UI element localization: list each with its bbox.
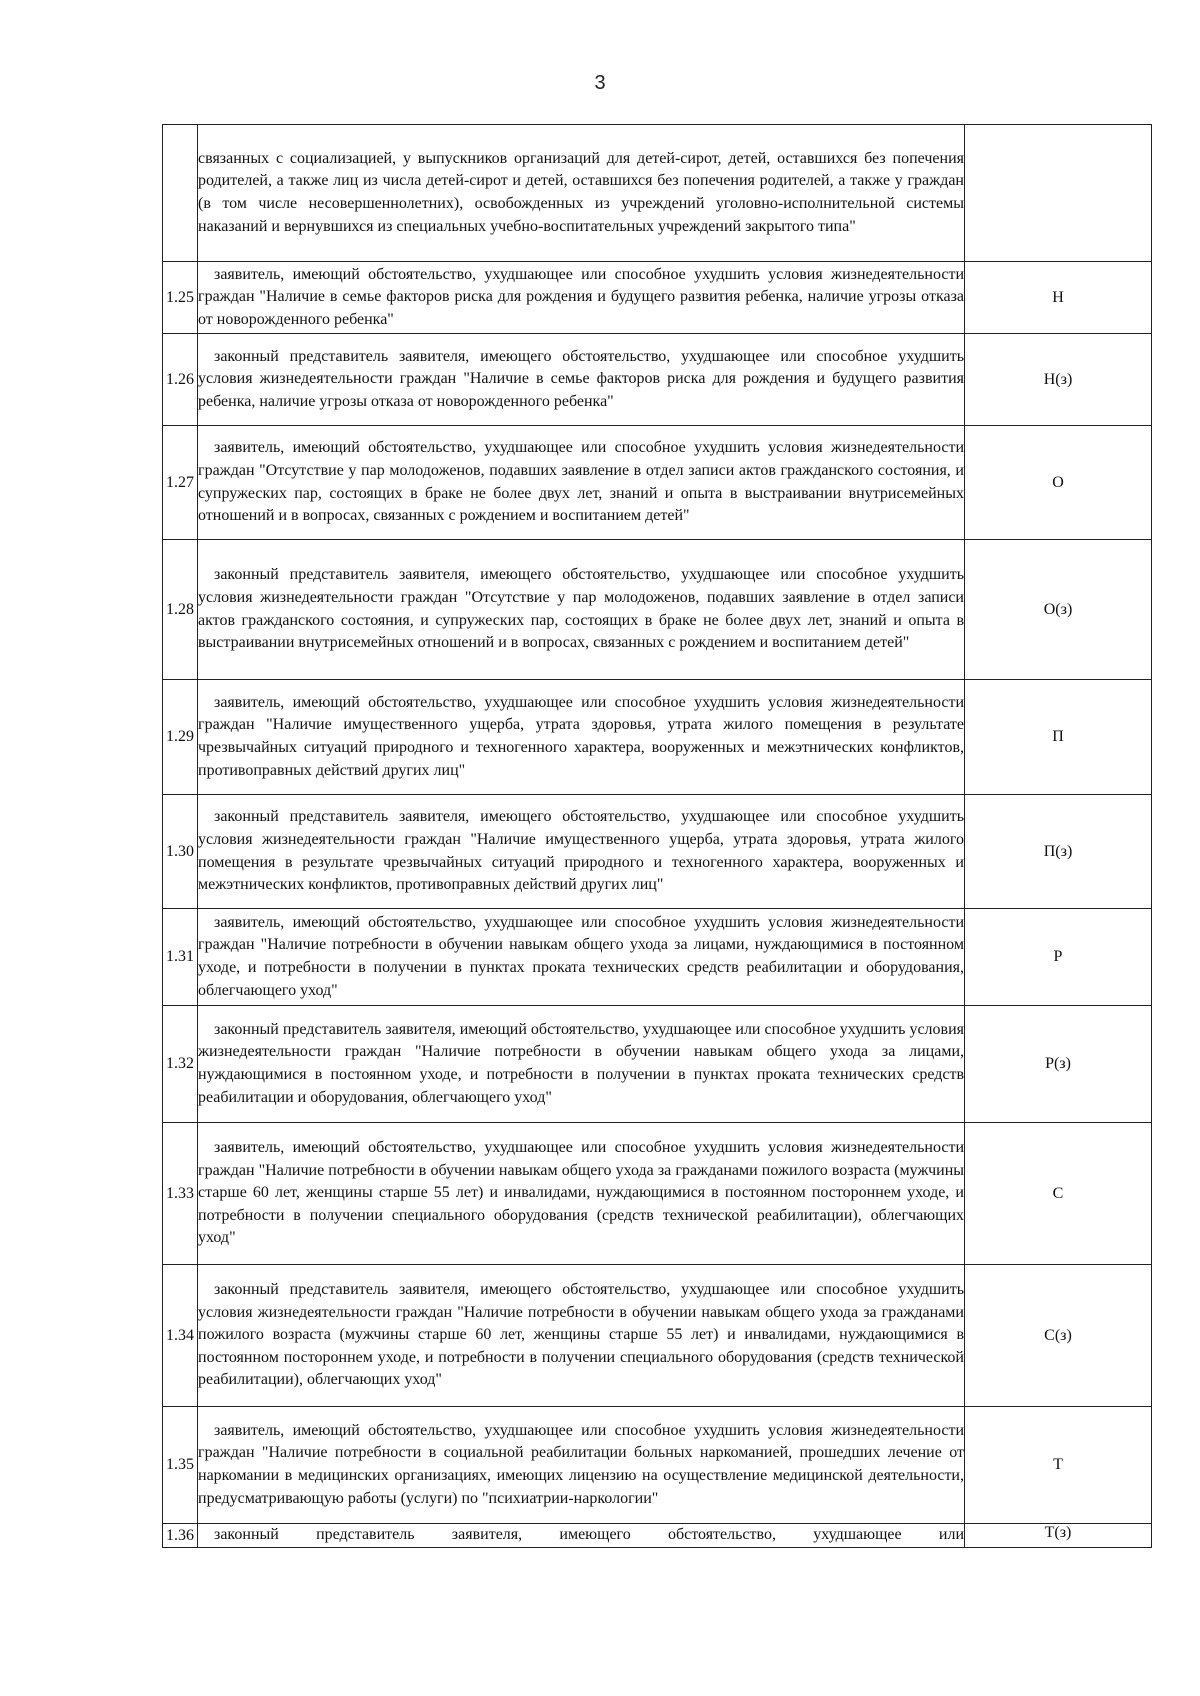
row-number: 1.27 <box>163 426 198 540</box>
row-code <box>965 125 1152 262</box>
row-code: О(з) <box>965 540 1152 680</box>
table-row <box>163 426 1152 540</box>
row-description: законный представитель заявителя, имеющего обстоятельство, ухудшающее или <box>198 1524 965 1548</box>
row-description: законный представитель заявителя, имеющего обстоятельство, ухудшающее или способное ухудшить условия жизнедеятельности граждан "Наличие в семье факторов риска для рождения и будущего развития ребенка, наличие угрозы отказа от новорожденного ребенка" <box>198 334 965 426</box>
row-code: П <box>965 680 1152 795</box>
table-row <box>163 1407 1152 1524</box>
row-code: Т <box>965 1407 1152 1524</box>
row-code: Р(з) <box>965 1006 1152 1123</box>
row-number: 1.30 <box>163 795 198 909</box>
row-code: Т(з) <box>965 1524 1152 1548</box>
table-row <box>163 540 1152 680</box>
table-row <box>163 1265 1152 1407</box>
row-description: законный представитель заявителя, имеющего обстоятельство, ухудшающее или способное ухудшить условия жизнедеятельности граждан "Наличие имущественного ущерба, утрата здоровья, утрата жилого помещения в результате чрезвычайных ситуаций природного и техногенного характера, вооруженных и межэтнических конфликтов, противоправных действий других лиц" <box>198 795 965 909</box>
row-description: заявитель, имеющий обстоятельство, ухудшающее или способное ухудшить условия жизнедеятельности граждан "Отсутствие у пар молодоженов, подавших заявление в отдел записи актов гражданского состояния, и супружеских пар, состоящих в браке не более двух лет, знаний и опыта в выстраивании внутрисемейных отношений и в вопросах, связанных с рождением и воспитанием детей" <box>198 426 965 540</box>
table-row <box>163 680 1152 795</box>
row-description: заявитель, имеющий обстоятельство, ухудшающее или способное ухудшить условия жизнедеятельности граждан "Наличие потребности в социальной реабилитации больных наркоманией, прошедших лечение от наркомании в медицинских организациях, имеющих лицензию на осуществление медицинской деятельности, предусматривающую работы (услуги) по "психиатрии-наркологии" <box>198 1407 965 1524</box>
table-row <box>163 1006 1152 1123</box>
table-row <box>163 334 1152 426</box>
row-number: 1.25 <box>163 262 198 334</box>
row-code: С(з) <box>965 1265 1152 1407</box>
row-code: Р <box>965 909 1152 1006</box>
row-number: 1.26 <box>163 334 198 426</box>
page-number: 3 <box>594 72 606 94</box>
row-description: связанных с социализацией, у выпускников организаций для детей-сирот, детей, оставшихся без попечения родителей, а также лиц из числа детей-сирот и детей, оставшихся без попечения родителей, а также у граждан (в том числе несовершеннолетних), освобожденных из учреждений уголовно-исполнительной системы наказаний и вернувшихся из специальных учебно-воспитательных учреждений закрытого типа" <box>198 125 965 262</box>
row-number: 1.33 <box>163 1123 198 1265</box>
row-code: Н(з) <box>965 334 1152 426</box>
row-description: заявитель, имеющий обстоятельство, ухудшающее или способное ухудшить условия жизнедеятельности граждан "Наличие в семье факторов риска для рождения и будущего развития ребенка, наличие угрозы отказа от новорожденного ребенка" <box>198 262 965 334</box>
row-description: заявитель, имеющий обстоятельство, ухудшающее или способное ухудшить условия жизнедеятельности граждан "Наличие потребности в обучении навыкам общего ухода за гражданами пожилого возраста (мужчины старше 60 лет, женщины старше 55 лет) и инвалидами, нуждающимися в постоянном постороннем уходе, и потребности в получении специального оборудования (средств технической реабилитации), облегчающих уход" <box>198 1123 965 1265</box>
row-code: С <box>965 1123 1152 1265</box>
row-number: 1.32 <box>163 1006 198 1123</box>
row-number <box>163 125 198 262</box>
row-description: заявитель, имеющий обстоятельство, ухудшающее или способное ухудшить условия жизнедеятельности граждан "Наличие потребности в обучении навыкам общего ухода за лицами, нуждающимися в постоянном уходе, и потребности в получении в пунктах проката технических средств реабилитации и оборудования, облегчающего уход" <box>198 909 965 1006</box>
row-description: законный представитель заявителя, имеющий обстоятельство, ухудшающее или способное ухудшить условия жизнедеятельности граждан "Наличие потребности в обучении навыкам общего ухода за лицами, нуждающимися в постоянном уходе, и потребности в получении в пунктах проката технических средств реабилитации и оборудования, облегчающего уход" <box>198 1006 965 1123</box>
row-code: П(з) <box>965 795 1152 909</box>
row-code: О <box>965 426 1152 540</box>
row-number: 1.35 <box>163 1407 198 1524</box>
row-number: 1.29 <box>163 680 198 795</box>
row-number: 1.28 <box>163 540 198 680</box>
table-row <box>163 1524 1152 1548</box>
table-row <box>163 262 1152 334</box>
table-row <box>163 1123 1152 1265</box>
row-number: 1.36 <box>163 1524 198 1548</box>
table-row <box>163 125 1152 262</box>
row-number: 1.31 <box>163 909 198 1006</box>
row-description: законный представитель заявителя, имеющего обстоятельство, ухудшающее или способное ухудшить условия жизнедеятельности граждан "Наличие потребности в обучении навыкам общего ухода за гражданами пожилого возраста (мужчины старше 60 лет, женщины старше 55 лет) и инвалидами, нуждающимися в постоянном постороннем уходе, и потребности в получении специального оборудования (средств технической реабилитации), облегчающих уход" <box>198 1265 965 1407</box>
row-code: Н <box>965 262 1152 334</box>
row-description: законный представитель заявителя, имеющего обстоятельство, ухудшающее или способное ухудшить условия жизнедеятельности граждан "Отсутствие у пар молодоженов, подавших заявление в отдел записи актов гражданского состояния, и супружеских пар, состоящих в браке не более двух лет, знаний и опыта в выстраивании внутрисемейных отношений и в вопросах, связанных с рождением и воспитанием детей" <box>198 540 965 680</box>
table-row <box>163 909 1152 1006</box>
row-number: 1.34 <box>163 1265 198 1407</box>
row-description: заявитель, имеющий обстоятельство, ухудшающее или способное ухудшить условия жизнедеятельности граждан "Наличие имущественного ущерба, утрата здоровья, утрата жилого помещения в результате чрезвычайных ситуаций природного и техногенного характера, вооруженных и межэтнических конфликтов, противоправных действий других лиц" <box>198 680 965 795</box>
conditions-table <box>162 124 1152 1548</box>
table-row <box>163 795 1152 909</box>
